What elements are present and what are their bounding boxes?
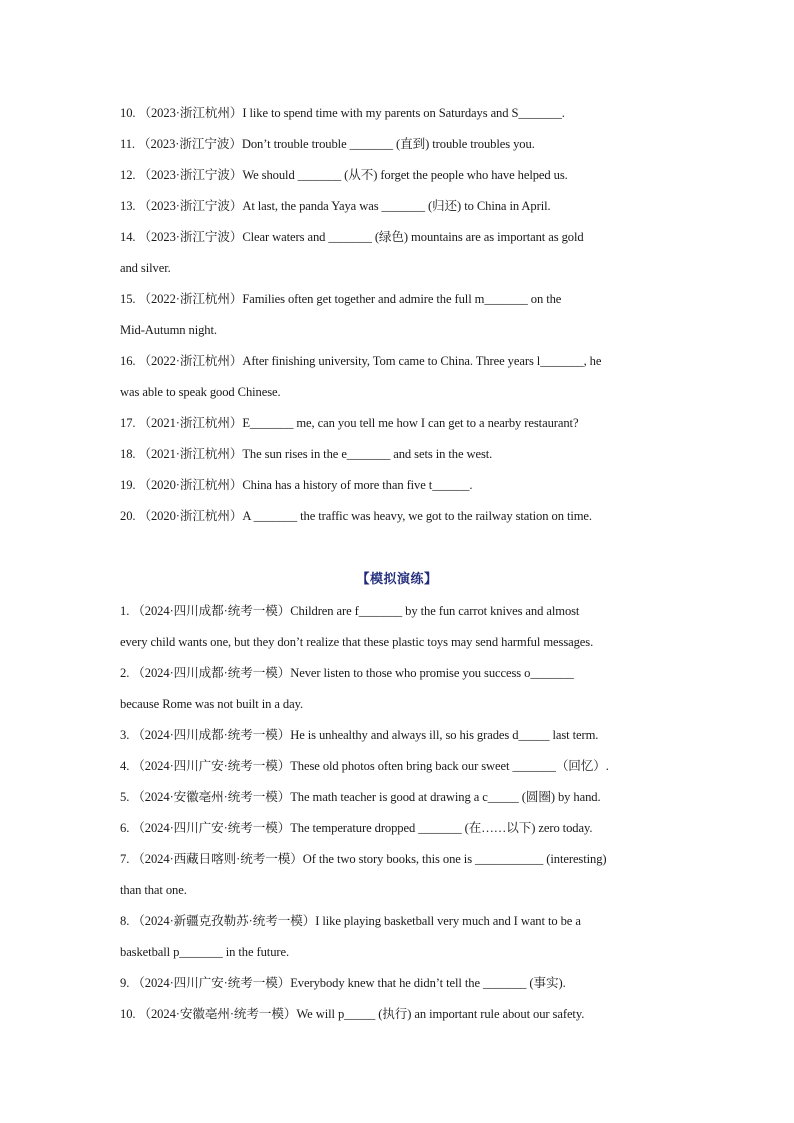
exercise-line-continuation: than that one. <box>120 883 187 897</box>
exercise-line: 10. （2024·安徽亳州·统考一模）We will p_____ (执行) an important rule about our safety. <box>120 1007 585 1021</box>
exercise-line-continuation: and silver. <box>120 261 171 275</box>
exercise-line: 3. （2024·四川成都·统考一模）He is unhealthy and always ill, so his grades d_____ last term. <box>120 728 599 742</box>
exercise-line: 5. （2024·安徽亳州·统考一模）The math teacher is good at drawing a c_____ (圆圈) by hand. <box>120 790 601 804</box>
exercise-line: 6. （2024·四川广安·统考一模）The temperature dropped _______ (在……以下) zero today. <box>120 821 593 835</box>
exercise-line: 9. （2024·四川广安·统考一模）Everybody knew that he didn’t tell the _______ (事实). <box>120 976 566 990</box>
exercise-line: 17. （2021·浙江杭州）E_______ me, can you tell me how I can get to a nearby restaurant? <box>120 416 579 430</box>
exercise-line: 18. （2021·浙江杭州）The sun rises in the e_______ and sets in the west. <box>120 447 493 461</box>
exercise-line: 4. （2024·四川广安·统考一模）These old photos often bring back our sweet _______（回忆）. <box>120 759 609 773</box>
exercise-line-continuation: because Rome was not built in a day. <box>120 697 304 711</box>
exercise-line: 2. （2024·四川成都·统考一模）Never listen to those who promise you success o_______ <box>120 666 574 680</box>
exercise-line-continuation: Mid-Autumn night. <box>120 323 217 337</box>
exercise-line: 13. （2023·浙江宁波）At last, the panda Yaya was _______ (归还) to China in April. <box>120 199 551 213</box>
exercise-line: 11. （2023·浙江宁波）Don’t trouble trouble _______ (直到) trouble troubles you. <box>120 137 535 151</box>
exercise-line: 12. （2023·浙江宁波）We should _______ (从不) forget the people who have helped us. <box>120 168 568 182</box>
exercise-line: 7. （2024·西藏日喀则·统考一模）Of the two story books, this one is ___________ (interesting) <box>120 852 607 866</box>
section-heading-practice: 【模拟演练】 <box>356 572 438 587</box>
exercise-line: 1. （2024·四川成都·统考一模）Children are f_______ by the fun carrot knives and almost <box>120 604 580 618</box>
exercise-line: 19. （2020·浙江杭州）China has a history of more than five t______. <box>120 478 473 492</box>
exercise-line: 8. （2024·新疆克孜勒苏·统考一模）I like playing basketball very much and I want to be a <box>120 914 581 928</box>
exercise-line-continuation: basketball p_______ in the future. <box>120 945 290 959</box>
exercise-line-continuation: was able to speak good Chinese. <box>120 385 281 399</box>
exercise-line-continuation: every child wants one, but they don’t realize that these plastic toys may send harmful messages. <box>120 635 594 649</box>
exercise-line: 20. （2020·浙江杭州）A _______ the traffic was heavy, we got to the railway station on time. <box>120 509 592 523</box>
exercise-list-past-exams <box>120 102 680 536</box>
exercise-line: 15. （2022·浙江杭州）Families often get together and admire the full m_______ on the <box>120 292 562 306</box>
exercise-line: 14. （2023·浙江宁波）Clear waters and _______ (绿色) mountains are as important as gold <box>120 230 584 244</box>
exercise-line: 10. （2023·浙江杭州）I like to spend time with my parents on Saturdays and S_______. <box>120 106 565 120</box>
exercise-list-practice <box>120 600 680 1034</box>
exercise-line: 16. （2022·浙江杭州）After finishing university, Tom came to China. Three years l_______, he <box>120 354 602 368</box>
